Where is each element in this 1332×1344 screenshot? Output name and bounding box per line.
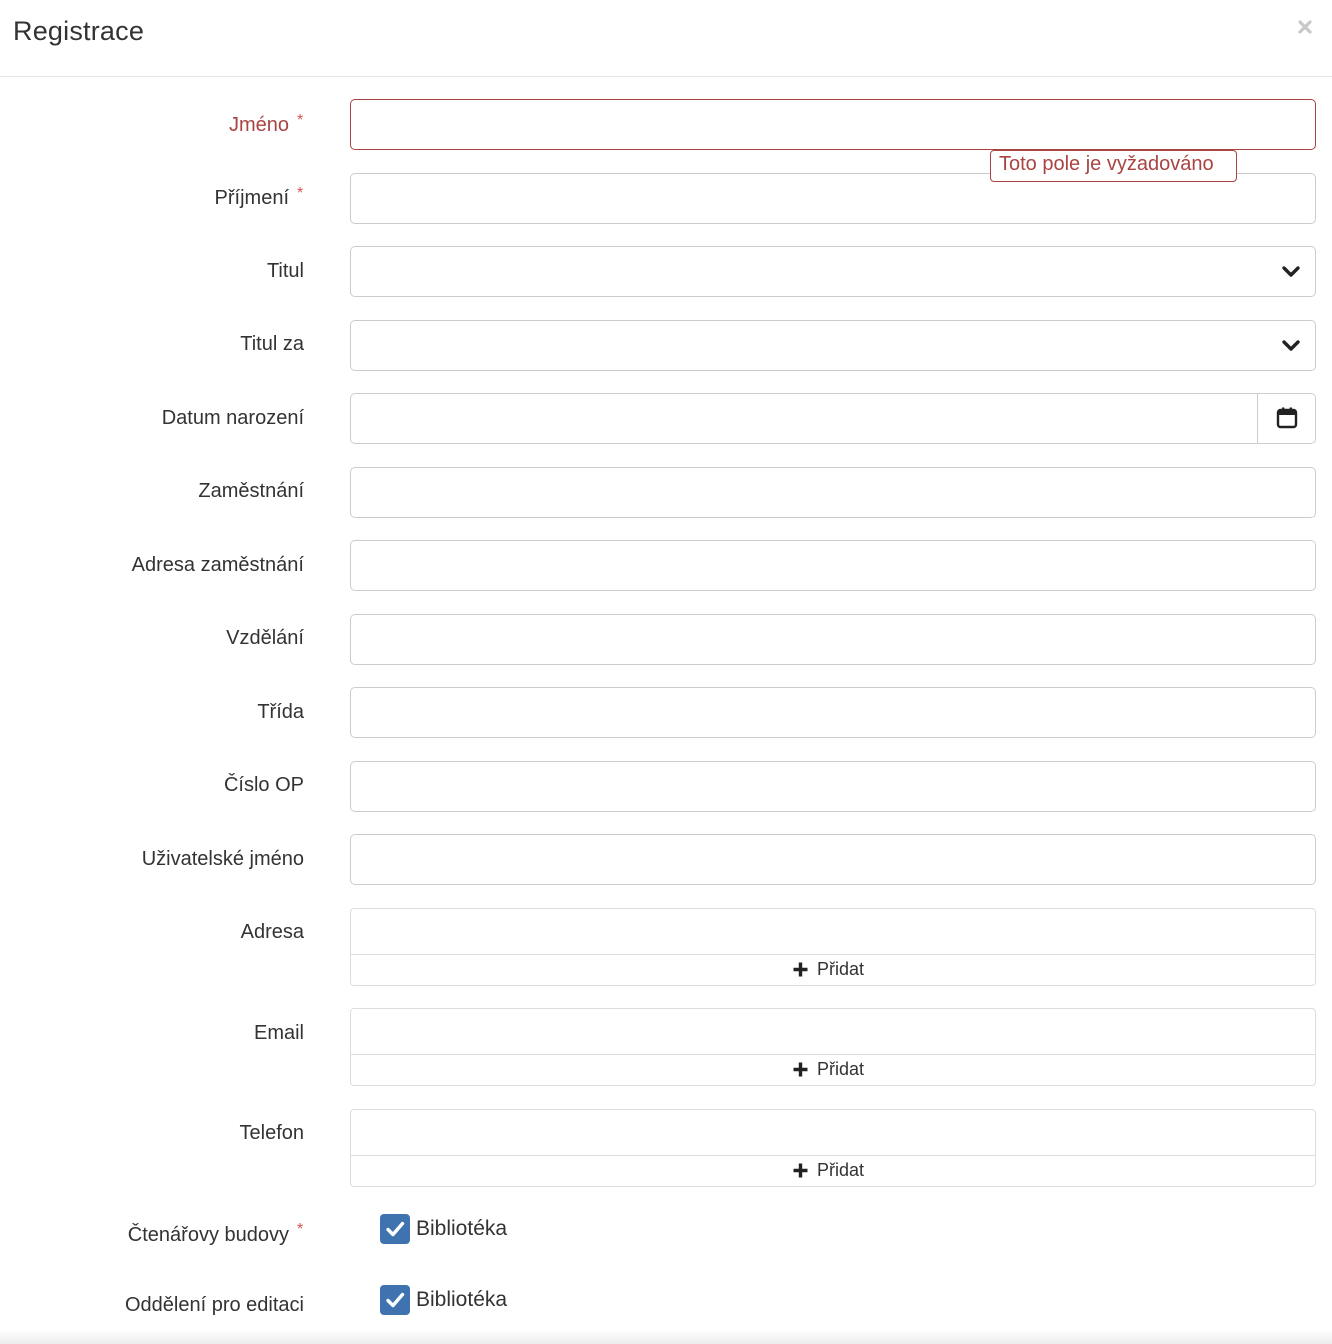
checkmark-icon (385, 1220, 405, 1238)
close-button[interactable] (1294, 16, 1316, 38)
oddeleni-pro-editaci-label: Oddělení pro editaci (124, 1294, 304, 1316)
trida-label: Třída (257, 701, 304, 723)
email-entry[interactable] (351, 1009, 1315, 1055)
adresa-zamestnani-label: Adresa zaměstnání (131, 554, 304, 576)
required-marker: * (297, 1221, 304, 1238)
adresa-list (350, 908, 1316, 986)
jmeno-label: Jméno (228, 114, 289, 136)
cislo-op-input[interactable] (350, 761, 1316, 812)
vzdelani-label: Vzdělání (226, 627, 304, 649)
calendar-icon (1276, 407, 1298, 429)
error-tooltip: Toto pole je vyžadováno (990, 150, 1237, 182)
telefon-entry[interactable] (351, 1110, 1315, 1156)
checkbox-checked[interactable] (380, 1285, 410, 1315)
scroll-shadow (0, 1330, 1332, 1344)
required-marker: * (297, 185, 304, 202)
add-label: Přidat (817, 959, 865, 979)
required-marker: * (297, 112, 304, 129)
titul-label: Titul (266, 260, 304, 282)
email-label: Email (253, 1022, 304, 1044)
oddeleni-pro-editaci-checkbox[interactable] (380, 1285, 507, 1315)
ctenarovy-budovy-label: Čtenářovy budovy (127, 1224, 289, 1246)
date-picker-button[interactable] (1257, 394, 1315, 443)
modal-header (0, 0, 1332, 77)
jmeno-input[interactable] (350, 99, 1316, 150)
checkbox-label: Bibliotéka (416, 1288, 508, 1311)
telefon-list (350, 1109, 1316, 1187)
checkbox-label: Bibliotéka (416, 1217, 508, 1240)
plus-icon (792, 961, 809, 978)
titul-za-label: Titul za (240, 333, 304, 355)
ctenarovy-budovy-checkbox[interactable] (380, 1214, 507, 1244)
chevron-down-icon (1281, 337, 1301, 355)
uzivatelske-jmeno-label: Uživatelské jméno (141, 848, 304, 870)
adresa-entry[interactable] (351, 909, 1315, 955)
vzdelani-input[interactable] (350, 614, 1316, 665)
prijmeni-label: Příjmení (214, 187, 289, 209)
titul-select[interactable] (350, 246, 1316, 297)
add-label: Přidat (817, 1059, 865, 1079)
telefon-add-button[interactable] (351, 1156, 1315, 1186)
chevron-down-icon (1281, 263, 1301, 281)
adresa-add-button[interactable] (351, 955, 1315, 985)
checkbox-checked[interactable] (380, 1214, 410, 1244)
add-label: Přidat (817, 1160, 865, 1180)
datum-narozeni-label: Datum narození (161, 407, 304, 429)
telefon-label: Telefon (239, 1122, 304, 1144)
close-icon (1294, 16, 1316, 38)
modal-title: Registrace (13, 16, 145, 46)
adresa-zamestnani-input[interactable] (350, 540, 1316, 591)
plus-icon (792, 1061, 809, 1078)
cislo-op-label: Číslo OP (223, 774, 304, 796)
zamestnani-input[interactable] (350, 467, 1316, 518)
plus-icon (792, 1162, 809, 1179)
email-add-button[interactable] (351, 1055, 1315, 1085)
uzivatelske-jmeno-input[interactable] (350, 834, 1316, 885)
adresa-label: Adresa (240, 921, 304, 943)
email-list (350, 1008, 1316, 1086)
zamestnani-label: Zaměstnání (198, 480, 304, 502)
checkmark-icon (385, 1291, 405, 1309)
titul-za-select[interactable] (350, 320, 1316, 371)
trida-input[interactable] (350, 687, 1316, 738)
datum-narozeni-input[interactable] (350, 393, 1316, 444)
